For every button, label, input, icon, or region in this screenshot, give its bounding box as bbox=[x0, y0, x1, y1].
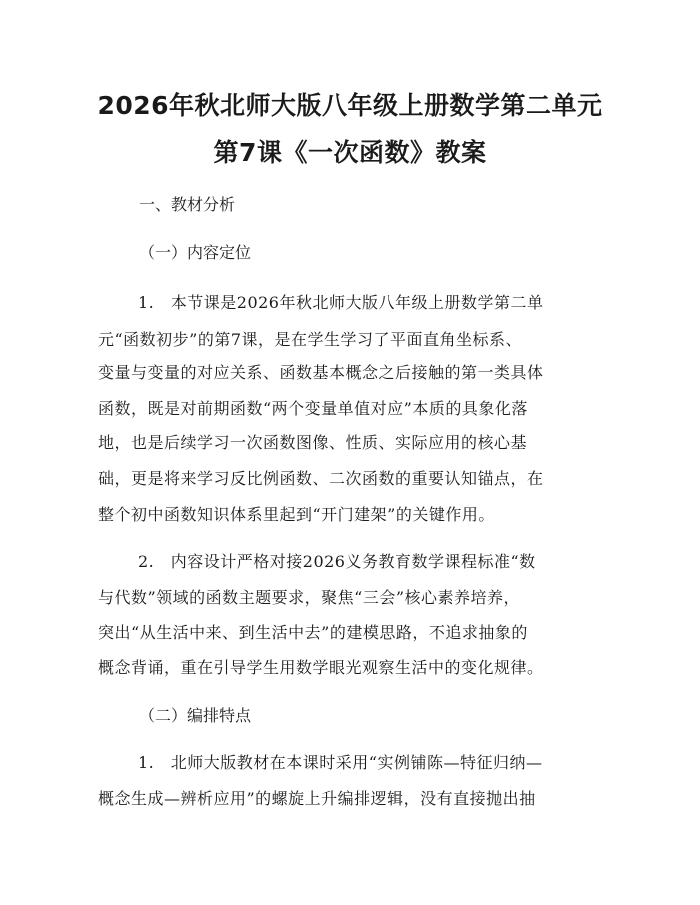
paragraph-line: 概念背诵，重在引导学生用数学眼光观察生活中的变化规律。 bbox=[98, 658, 544, 677]
paragraph-line: 整个初中函数知识体系里起到“开门建架”的关键作用。 bbox=[98, 505, 495, 524]
section-heading-teaching-material-analysis: 一、教材分析 bbox=[139, 195, 236, 214]
paragraph-line: 变量与变量的对应关系、函数基本概念之后接触的第一类具体 bbox=[98, 363, 544, 382]
subsection-heading-content-positioning: （一）内容定位 bbox=[139, 243, 252, 262]
paragraph-line: 突出“从生活中来、到生活中去”的建模思路，不追求抽象的 bbox=[98, 623, 528, 642]
paragraph-line: 元“函数初步”的第7课，是在学生学习了平面直角坐标系、 bbox=[98, 330, 523, 349]
document-title-line-2: 第7课《一次函数》教案 bbox=[213, 138, 487, 167]
paragraph-line: 1. 北师大版教材在本课时采用“实例铺陈—特征归纳— bbox=[138, 753, 543, 772]
paragraph-line: 1. 本节课是2026年秋北师大版八年级上册数学第二单 bbox=[138, 293, 544, 312]
paragraph-line: 与代数”领域的函数主题要求，聚焦“三会”核心素养培养， bbox=[98, 588, 521, 607]
paragraph-line: 础，更是将来学习反比例函数、二次函数的重要认知锚点，在 bbox=[98, 469, 544, 488]
paragraph-line: 概念生成—辨析应用”的螺旋上升编排逻辑，没有直接抛出抽 bbox=[98, 789, 536, 808]
paragraph-line: 地，也是后续学习一次函数图像、性质、实际应用的核心基 bbox=[98, 433, 528, 452]
document-title-line-1: 2026年秋北师大版八年级上册数学第二单元 bbox=[97, 91, 603, 120]
paragraph-line: 2. 内容设计严格对接2026义务教育数学课程标准“数 bbox=[138, 552, 536, 571]
paragraph-line: 函数，既是对前期函数“两个变量单值对应”本质的具象化落 bbox=[98, 399, 528, 418]
subsection-heading-arrangement-features: （二）编排特点 bbox=[139, 706, 252, 725]
